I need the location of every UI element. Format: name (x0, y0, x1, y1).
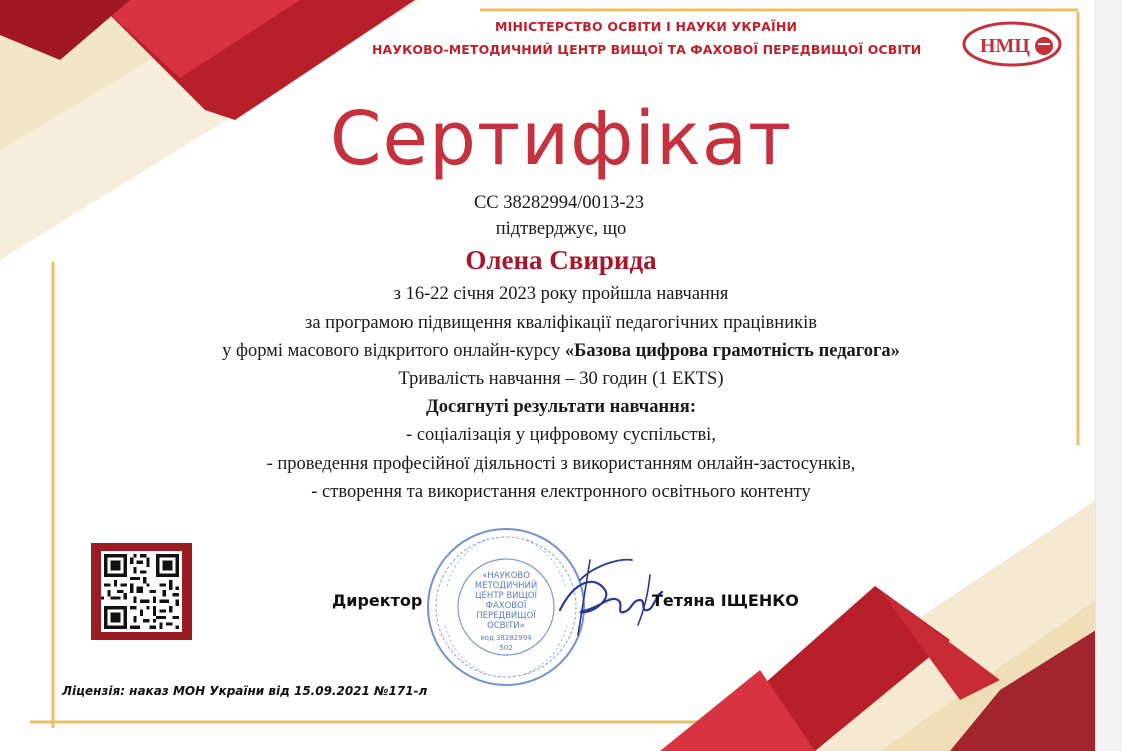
certificate-number: СС 38282994/0013-23 (473, 193, 645, 213)
course-name: «Базова цифрова грамотність педагога» (564, 341, 900, 361)
certificate-title: Сертифікат (329, 96, 793, 182)
recipient-name: Олена Свирида (465, 245, 657, 275)
duration-text: Тривалість навчання – 30 годин (1 ЕКТS) (398, 369, 724, 389)
center-title: НАУКОВО-МЕТОДИЧНИЙ ЦЕНТР ВИЩОЇ ТА ФАХОВОЇ ПЕРЕДВИЩОЇ ОСВІТИ (372, 42, 922, 57)
license-text: Ліцензія: наказ МОН України від 15.09.2021 №171-л (62, 684, 428, 698)
stamp-code: код 38282994 (480, 634, 532, 642)
stamp-line: МЕТОДИЧНИЙ (474, 581, 538, 591)
result-item: - проведення професійної діяльності з використанням онлайн-застосунків, (266, 454, 856, 474)
signer-name: Тетяна ІЩЕНКО (652, 591, 799, 610)
qr-code[interactable] (91, 543, 192, 640)
stamp-line: ФАХОВОЇ (485, 601, 527, 611)
course-prefix: у формі масового відкритого онлайн-курсу (222, 341, 565, 361)
ministry-title: МІНІСТЕРСТВО ОСВІТИ І НАУКИ УКРАЇНИ (495, 19, 798, 34)
stamp-line: ПЕРЕДВИЩОЇ (476, 611, 536, 621)
results-heading: Досягнуті результати навчання: (426, 397, 696, 417)
nmc-logo (962, 19, 1066, 69)
stamp-line: ЦЕНТР ВИЩОЇ (474, 591, 538, 601)
result-item: - соціалізація у цифровому суспільстві, (406, 425, 716, 445)
logo-text: НМЦ (980, 35, 1030, 57)
program-description: за програмою підвищення кваліфікації педагогічних працівників (305, 313, 817, 333)
stamp-line: ОСВІТИ» (487, 621, 525, 631)
course-line (0, 341, 1122, 362)
training-dates: з 16-22 січня 2023 року пройшла навчання (393, 284, 729, 304)
stamp-line: «НАУКОВО (482, 571, 530, 581)
confirms-text: підтверджує, що (495, 219, 627, 239)
result-item: - створення та використання електронного освітнього контенту (311, 482, 811, 502)
director-label: Директор (332, 591, 423, 610)
qr-code-pattern (101, 551, 182, 632)
stamp-number: 502 (499, 644, 513, 652)
